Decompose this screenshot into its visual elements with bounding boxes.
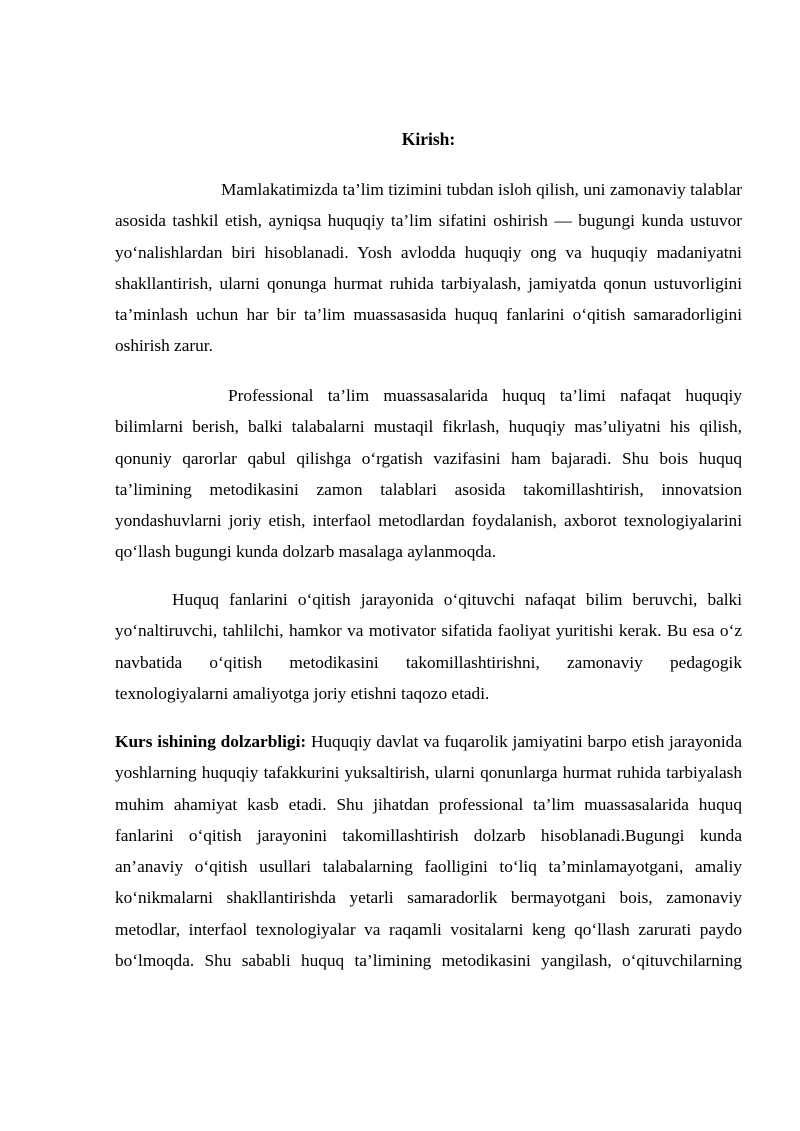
intro-paragraph-2: Professional ta’lim muassasalarida huquq ta’limi nafaqat huquqiy bilimlarni berish, balki talabalarni mustaqil fikrlash, huquqiy mas’uliyatni his qilish, qonuniy qarorlar qabul qilishga o‘rgatish vazifasini ham bajaradi. Shu bois huquq ta’limining metodikasini zamon talablari asosida takomillashtirish, innovatsion yondashuvlarni joriy etish, interfaol metodlardan foydalanish, axborot texnologiyalarini qo‘llash bugungi kunda dolzarb masalaga aylanmoqda. — [115, 386, 742, 562]
relevance-paragraph — [115, 726, 742, 976]
relevance-heading: Kurs ishining dolzarbligi: — [115, 732, 307, 751]
intro-paragraph-3: Huquq fanlarini o‘qitish jarayonida o‘qituvchi nafaqat bilim beruvchi, balki yo‘naltiruvchi, tahlilchi, hamkor va motivator sifatida faoliyat yuritishi kerak. Bu esa o‘z navbatida o‘qitish metodikasini takomillashtirishni, zamonaviy pedagogik texnologiyalarni amaliyotga joriy etishni taqozo etadi. — [115, 590, 742, 703]
page-title: Kirish: — [401, 129, 456, 149]
relevance-text: Huquqiy davlat va fuqarolik jamiyatini barpo etish jarayonida yoshlarning huquqiy tafakkurini yuksaltirish, ularni qonunlarga hurmat ruhida tarbiyalash muhim ahamiyat kasb etadi. Shu jihatdan professional ta’lim muassasalarida huquq fanlarini o‘qitish jarayonini takomillashtirish dolzarb hisoblanadi.Bugungi kunda an’anaviy o‘qitish usullari talabalarning faolligini to‘liq ta’minlamayotgani, amaliy ko‘nikmalarni shakllantirishda yetarli samaradorlik bermayotgani bois, zamonaviy metodlar, interfaol texnologiyalar va raqamli vositalarni keng qo‘llash zarurati paydo bo‘lmoqda. Shu sababli huquq ta’limining metodikasini yangilash, o‘qituvchilarning — [115, 732, 742, 971]
intro-paragraph-1: Mamlakatimizda ta’lim tizimini tubdan isloh qilish, uni zamonaviy talablar asosida tashkil etish, ayniqsa huquqiy ta’lim sifatini oshirish — bugungi kunda ustuvor yo‘nalishlardan biri hisoblanadi. Yosh avlodda huquqiy ong va huquqiy madaniyatni shakllantirish, ularni qonunga hurmat ruhida tarbiyalash, jamiyatda qonun ustuvorligini ta’minlash uchun har bir ta’lim muassasasida huquq fanlarini o‘qitish samaradorligini oshirish zarur. — [115, 180, 742, 356]
